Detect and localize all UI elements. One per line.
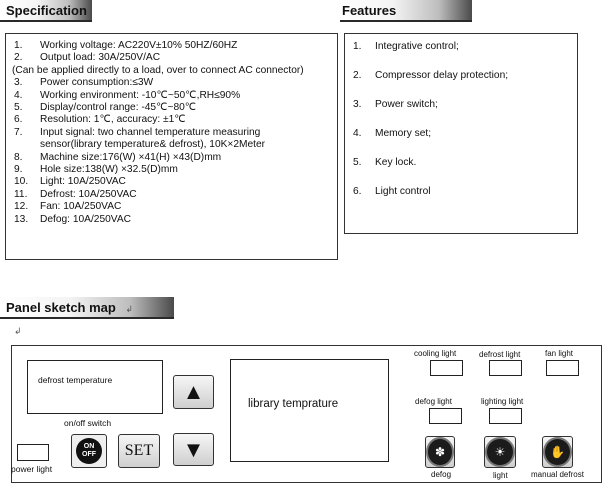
feature-num: 4. — [353, 128, 362, 139]
spec-num: 12. — [14, 201, 29, 213]
defog-icon: ✽ — [426, 437, 454, 467]
manual-defrost-button[interactable] — [542, 436, 573, 468]
spec-num: 1. — [14, 40, 23, 51]
spec-item — [14, 40, 337, 52]
defog-light-indicator — [429, 408, 462, 424]
spec-text: (Can be applied directly to a load, over to connect AC connector) — [12, 64, 304, 76]
up-arrow-icon: ▲ — [182, 379, 205, 404]
spec-text: Hole size:138(W) ×32.5(D)mm — [40, 164, 178, 176]
defog-light-label: defog light — [415, 397, 452, 406]
spec-item-cont — [14, 139, 337, 151]
spec-item — [14, 214, 337, 226]
return-mark: ↲ — [14, 326, 22, 336]
spec-num: 2. — [14, 52, 23, 64]
spec-text: Display/control range: -45℃~80℃ — [40, 102, 197, 114]
down-button[interactable] — [173, 433, 214, 466]
manual-defrost-icon: ✋ — [543, 437, 572, 467]
spec-item — [14, 201, 337, 213]
spec-item — [14, 176, 337, 188]
off-text: OFF — [82, 451, 96, 458]
spec-header-label: Specification — [6, 3, 87, 18]
set-label: SET — [124, 442, 154, 459]
spec-item — [14, 77, 337, 89]
spec-text: Machine size:176(W) ×41(H) ×43(D)mm — [40, 151, 222, 163]
spec-text: sensor(library temperature& defrost), 10K×2Meter — [40, 139, 266, 151]
up-button[interactable] — [173, 375, 214, 409]
spec-num: 11. — [14, 188, 28, 200]
features-list — [345, 34, 577, 214]
features-header-label: Features — [342, 3, 397, 18]
feature-item — [353, 127, 577, 156]
spec-num: 8. — [14, 151, 23, 163]
spec-item — [14, 52, 337, 64]
manual-defrost-label: manual defrost — [531, 470, 584, 479]
lighting-light-label: lighting light — [481, 397, 524, 406]
spec-text: Power consumption:≤3W — [40, 77, 154, 89]
fan-light-label: fan light — [545, 349, 574, 358]
feature-item — [353, 98, 577, 127]
defog-button[interactable] — [425, 436, 455, 468]
defrost-light-indicator — [489, 360, 522, 376]
power-switch-icon — [76, 438, 102, 464]
fan-light-indicator — [546, 360, 579, 376]
feature-text: Power switch; — [375, 99, 438, 110]
spec-item — [14, 90, 337, 102]
panel-sketch — [11, 345, 602, 483]
spec-num: 7. — [14, 126, 23, 138]
on-off-label: on/off switch — [64, 418, 112, 428]
light-bulb-icon: ☀ — [485, 437, 515, 467]
feature-item — [353, 40, 577, 69]
spec-item — [14, 127, 337, 139]
spec-item — [14, 164, 337, 176]
feature-num: 2. — [353, 70, 362, 81]
features-box — [344, 33, 578, 234]
feature-item — [353, 69, 577, 98]
cooling-light-label: cooling light — [414, 349, 457, 358]
spec-num: 13. — [14, 213, 29, 225]
set-button[interactable] — [118, 434, 160, 468]
feature-text: Key lock. — [375, 157, 417, 168]
spec-item-cont — [12, 65, 337, 77]
feature-text: Memory set; — [375, 128, 432, 139]
spec-item — [14, 114, 337, 126]
spec-box — [5, 33, 338, 260]
on-off-switch[interactable] — [71, 434, 107, 468]
library-temp-display — [230, 359, 389, 462]
panel-header — [0, 297, 174, 319]
defrost-light-label: defrost light — [479, 350, 521, 359]
spec-text: Output load: 30A/250V/AC — [40, 52, 161, 64]
defog-label: defog — [431, 470, 452, 479]
spec-text: Defrost: 10A/250VAC — [40, 188, 137, 200]
down-arrow-icon: ▼ — [182, 436, 205, 462]
spec-text: Working environment: -10℃~50℃,RH≤90% — [40, 89, 241, 101]
spec-num: 10. — [14, 176, 29, 188]
feature-item — [353, 185, 577, 214]
library-temp-label: library temprature — [248, 398, 339, 410]
spec-list — [6, 34, 337, 226]
spec-item — [14, 102, 337, 114]
spec-text: Fan: 10A/250VAC — [40, 201, 122, 213]
on-text: ON — [83, 443, 95, 450]
power-light-label: power light — [11, 464, 53, 474]
features-header — [340, 0, 472, 22]
feature-num: 6. — [353, 186, 362, 197]
spec-num: 4. — [14, 89, 23, 101]
feature-text: Integrative control; — [375, 41, 459, 52]
light-button[interactable] — [484, 436, 516, 468]
feature-num: 1. — [353, 41, 362, 52]
spec-text: Defog: 10A/250VAC — [40, 213, 131, 225]
spec-num: 6. — [14, 114, 23, 126]
spec-text: Light: 10A/250VAC — [40, 176, 126, 188]
defrost-temp-display — [27, 360, 163, 414]
cooling-light-indicator — [430, 360, 463, 376]
defrost-temp-label: defrost temperature — [38, 375, 113, 385]
light-label: light — [493, 471, 508, 480]
panel-header-label: Panel sketch map — [6, 300, 116, 315]
spec-item — [14, 152, 337, 164]
return-mark: ↲ — [125, 304, 133, 314]
spec-num: 5. — [14, 102, 23, 114]
spec-item — [14, 189, 337, 201]
power-light-indicator — [17, 444, 49, 461]
spec-text: Working voltage: AC220V±10% 50HZ/60HZ — [40, 40, 238, 51]
spec-text: Resolution: 1℃, accuracy: ±1℃ — [40, 114, 186, 126]
feature-text: Light control — [375, 186, 431, 197]
feature-num: 3. — [353, 99, 362, 110]
spec-num: 3. — [14, 77, 23, 89]
spec-header — [0, 0, 92, 22]
feature-text: Compressor delay protection; — [375, 70, 509, 81]
spec-text: Input signal: two channel temperature measuring — [40, 126, 261, 138]
feature-num: 5. — [353, 157, 362, 168]
lighting-light-indicator — [489, 408, 522, 424]
feature-item — [353, 156, 577, 185]
spec-num: 9. — [14, 164, 23, 176]
